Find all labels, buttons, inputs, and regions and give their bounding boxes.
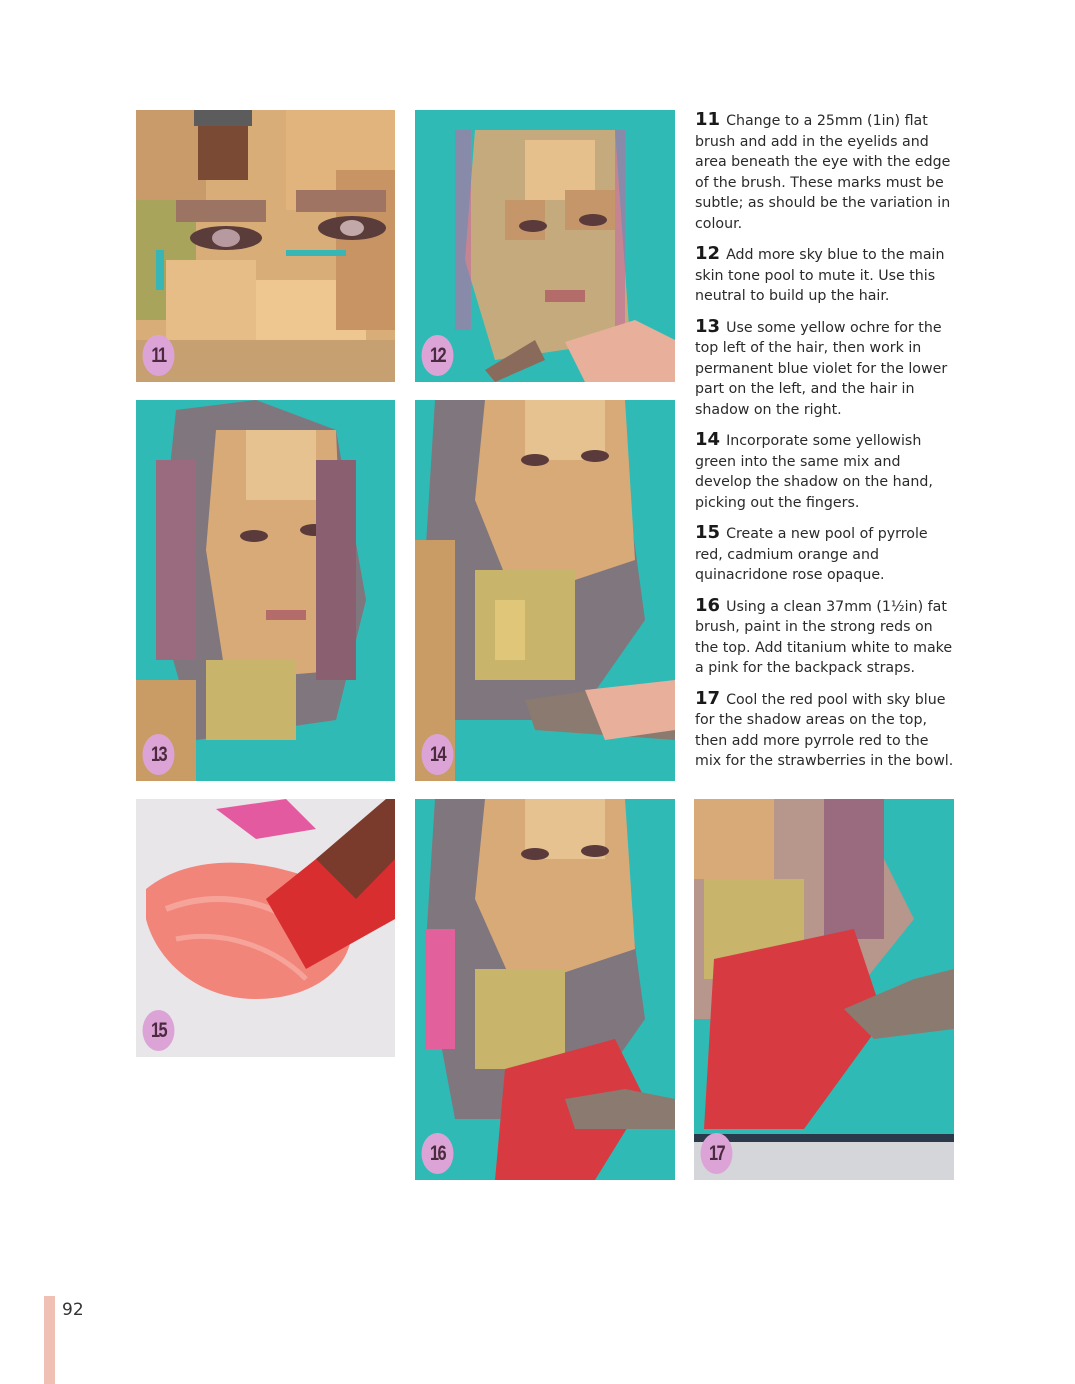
step-text: Add more sky blue to the main skin tone pool to mute it. Use this neutral to build up the hair. xyxy=(695,247,945,304)
step-text: Incorporate some yellowish green into the same mix and develop the shadow on the hand, picking out the fingers. xyxy=(695,433,933,511)
portrait-stage-17 xyxy=(694,799,954,1180)
step-12 xyxy=(695,244,957,307)
step-number: 14 xyxy=(695,429,721,450)
step-text: Using a clean 37mm (1½in) fat brush, paint in the strong reds on the top. Add titanium white to make a pink for the backpack straps. xyxy=(695,598,953,676)
step-badge-15: 15 xyxy=(143,1010,175,1051)
step-instructions xyxy=(695,110,957,782)
palette-red-mix xyxy=(136,799,395,1057)
step-number: 17 xyxy=(695,687,721,709)
step-text: Change to a 25mm (1in) flat brush and add in the eyelids and area beneath the eye with the edge of the brush. These marks must be subtle; as should be the variation in colour. xyxy=(695,113,951,232)
step-13 xyxy=(695,317,957,421)
step-16 xyxy=(695,596,957,679)
photo-step-11 xyxy=(136,110,395,382)
step-badge-11: 11 xyxy=(143,335,175,376)
photo-step-16 xyxy=(415,799,675,1180)
step-badge-13: 13 xyxy=(143,734,175,775)
step-badge-16: 16 xyxy=(422,1133,454,1174)
step-badge-14: 14 xyxy=(422,734,454,775)
step-number: 13 xyxy=(695,315,721,337)
step-badge-12: 12 xyxy=(422,335,454,376)
step-11 xyxy=(695,110,957,234)
step-number: 15 xyxy=(695,522,721,543)
photo-step-15 xyxy=(136,799,395,1057)
portrait-stage-16 xyxy=(415,799,675,1180)
step-number: 12 xyxy=(695,243,721,264)
step-15 xyxy=(695,523,957,586)
step-text: Cool the red pool with sky blue for the shadow areas on the top, then add more pyrrole red to the mix for the strawberries in the bowl. xyxy=(695,691,954,769)
portrait-stage-13 xyxy=(136,400,395,781)
step-text: Use some yellow ochre for the top left of the hair, then work in permanent blue violet for the lower part on the left, and the hair in shadow on the right. xyxy=(695,319,948,418)
portrait-stage-14 xyxy=(415,400,675,781)
step-17 xyxy=(695,689,957,772)
step-number: 16 xyxy=(695,594,721,616)
step-text: Create a new pool of pyrrole red, cadmium orange and quinacridone rose opaque. xyxy=(695,526,928,583)
page-number: 92 xyxy=(62,1300,84,1320)
photo-step-12 xyxy=(415,110,675,382)
portrait-stage-12 xyxy=(415,110,675,382)
step-number: 11 xyxy=(695,109,721,130)
photo-step-17 xyxy=(694,799,954,1180)
page-accent-bar xyxy=(44,1296,55,1384)
step-badge-17: 17 xyxy=(701,1133,733,1174)
photo-step-13 xyxy=(136,400,395,781)
step-14 xyxy=(695,430,957,513)
photo-step-14 xyxy=(415,400,675,781)
eye-closeup-illustration xyxy=(136,110,395,382)
